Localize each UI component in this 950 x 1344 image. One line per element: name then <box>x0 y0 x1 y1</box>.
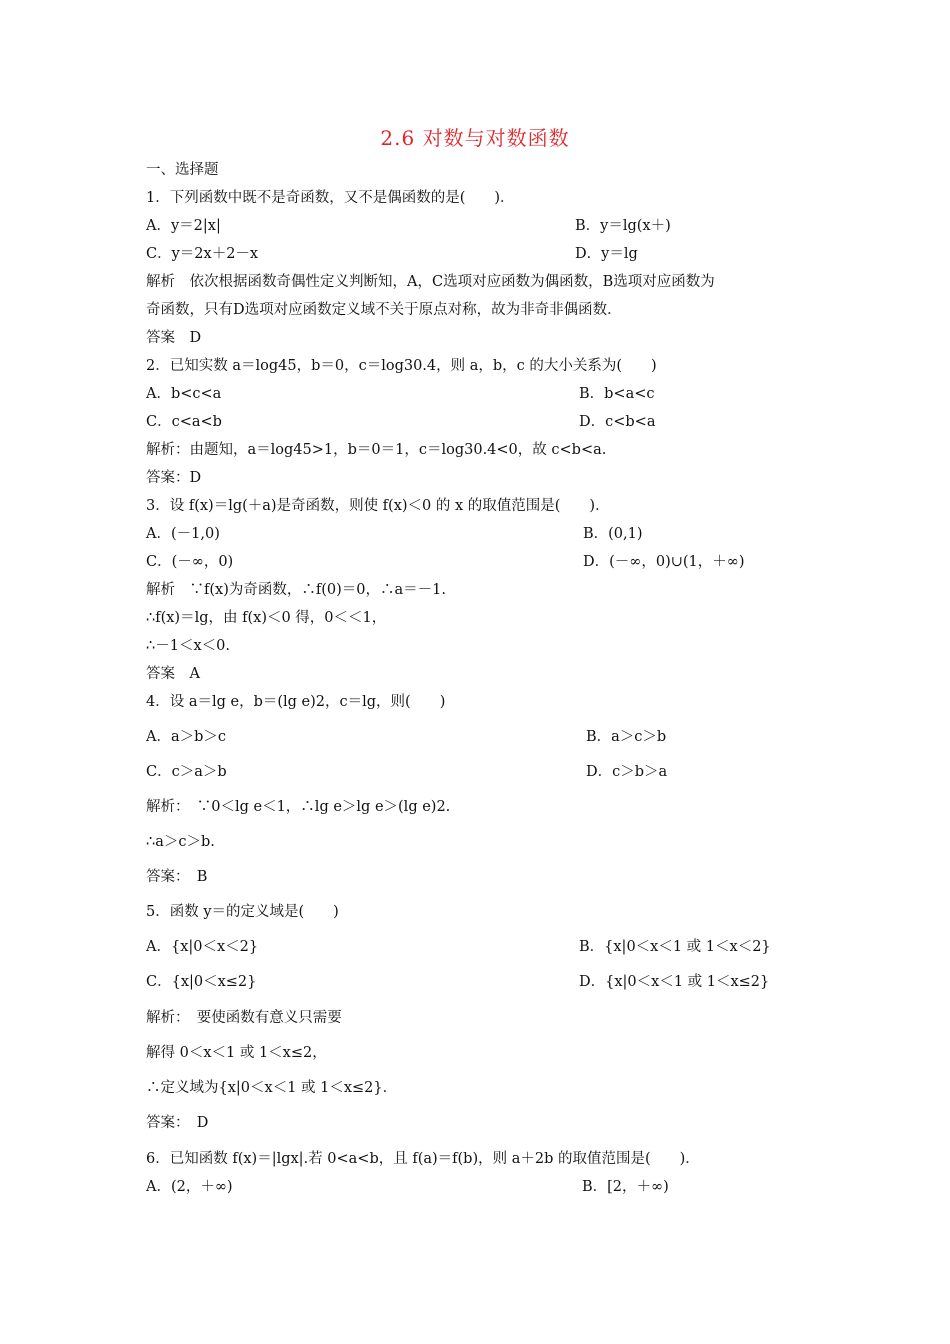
q4-option-c: C．c＞a＞b <box>146 764 227 780</box>
q2-analysis: 解析：由题知，a＝log45>1，b＝0＝1，c＝log30.4<0，故 c<b<a. <box>146 442 607 458</box>
q2-option-a: A．b<c<a <box>146 386 222 402</box>
q5-answer: 答案： D <box>146 1115 209 1131</box>
q4-analysis-line1: 解析： ∵0＜lg e＜1，∴lg e＞lg e＞(lg e)2. <box>146 799 451 815</box>
q3-analysis-line3: ∴－1＜x＜0. <box>146 638 230 654</box>
q2-option-b: B．b<a<c <box>579 386 655 402</box>
page-title: 2.6 对数与对数函数 <box>380 126 570 150</box>
q6-option-a: A．(2，＋∞) <box>146 1179 233 1195</box>
q5-option-b: B．{x|0＜x＜1 或 1＜x＜2} <box>579 939 771 955</box>
q5-option-d: D．{x|0＜x＜1 或 1＜x≤2} <box>579 974 770 990</box>
q6-stem: 6．已知函数 f(x)＝|lgx|.若 0<a<b，且 f(a)＝f(b)，则 a＋2b 的取值范围是( )． <box>146 1151 700 1167</box>
q5-option-a: A．{x|0＜x＜2} <box>146 939 259 955</box>
q2-option-c: C．c<a<b <box>146 414 222 430</box>
q2-option-d: D．c<b<a <box>579 414 656 430</box>
q5-analysis-line2: 解得 0＜x＜1 或 1＜x≤2， <box>146 1045 327 1061</box>
q3-option-d: D．(－∞，0)∪(1，＋∞) <box>583 554 745 570</box>
q4-option-a: A．a＞b＞c <box>146 729 227 745</box>
q3-option-b: B．(0,1) <box>583 526 643 542</box>
q5-analysis-line3: ∴定义域为{x|0＜x＜1 或 1＜x≤2}． <box>146 1080 398 1096</box>
q3-answer: 答案 A <box>146 666 200 682</box>
q1-answer: 答案 D <box>146 330 202 346</box>
q4-analysis-line2: ∴a＞c＞b. <box>146 834 215 850</box>
q1-option-b: B．y＝lg(x＋) <box>575 218 671 234</box>
q3-option-c: C．(－∞，0) <box>146 554 234 570</box>
q1-option-a: A．y＝2|x| <box>146 218 221 234</box>
q1-option-d: D．y＝lg <box>575 246 638 262</box>
q4-stem: 4．设 a＝lg e，b＝(lg e)2，c＝lg，则( ) <box>146 694 446 710</box>
q3-analysis-line1: 解析 ∵f(x)为奇函数，∴f(0)＝0，∴a＝－1. <box>146 582 446 598</box>
q4-option-b: B．a＞c＞b <box>586 729 667 745</box>
q3-option-a: A．(－1,0) <box>146 526 220 542</box>
q4-option-d: D．c＞b＞a <box>586 764 668 780</box>
q2-stem: 2．已知实数 a＝log45，b＝0，c＝log30.4，则 a，b，c 的大小关系为( ) <box>146 358 657 374</box>
section-heading: 一、选择题 <box>146 162 219 178</box>
q5-analysis-line1: 解析： 要使函数有意义只需要 <box>146 1010 342 1026</box>
q4-answer: 答案： B <box>146 869 208 885</box>
q6-option-b: B．[2，＋∞) <box>582 1179 669 1195</box>
q1-analysis-line1: 解析 依次根据函数奇偶性定义判断知，A，C选项对应函数为偶函数，B选项对应函数为 <box>146 274 715 290</box>
q1-stem: 1．下列函数中既不是奇函数，又不是偶函数的是( )． <box>146 190 515 206</box>
q5-stem: 5．函数 y＝的定义域是( ) <box>146 904 339 920</box>
q1-analysis-line2: 奇函数，只有D选项对应函数定义域不关于原点对称，故为非奇非偶函数． <box>146 302 622 318</box>
q3-analysis-line2: ∴f(x)＝lg，由 f(x)＜0 得，0＜＜1， <box>146 610 387 626</box>
q2-answer: 答案：D <box>146 470 202 486</box>
q5-option-c: C．{x|0＜x≤2} <box>146 974 257 990</box>
q1-option-c: C．y＝2x＋2－x <box>146 246 259 262</box>
q3-stem: 3．设 f(x)＝lg(＋a)是奇函数，则使 f(x)＜0 的 x 的取值范围是( )． <box>146 498 610 514</box>
